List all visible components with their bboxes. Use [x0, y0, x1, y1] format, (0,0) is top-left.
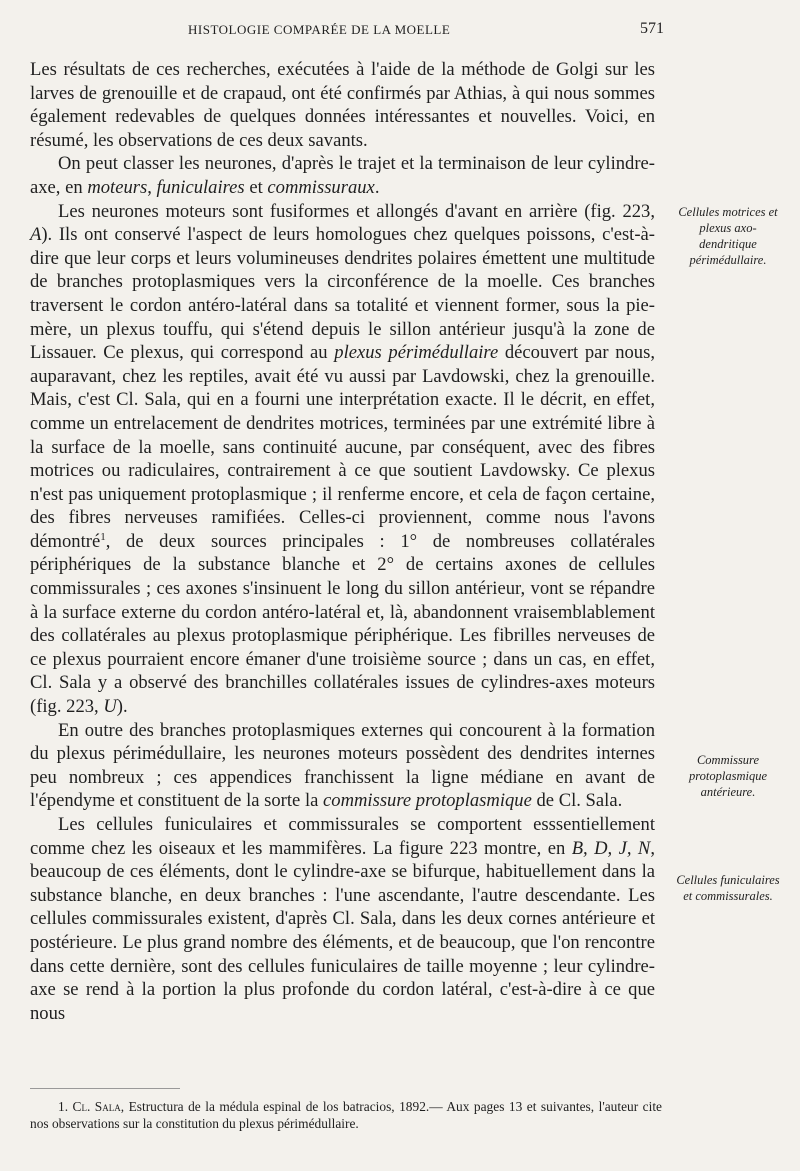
page-header: [0, 18, 800, 44]
paragraph-4: En outre des branches protoplasmiques externes qui concourent à la formation du plexus périmédullaire, les neurones moteurs possèdent des dendrites internes peu nombreux ; ces appendices franchissent la ligne médiane en avant de l'épendyme et constituent de la sorte la commissure protoplasmique de Cl. Sala.: [30, 719, 655, 812]
main-text: [30, 58, 655, 1025]
term-plexus-perimedullaire: plexus périmédullaire: [334, 342, 499, 364]
term-commissuraux: commissuraux: [267, 176, 375, 198]
margin-note-cellules-motrices: Cellules motrices et plexus axo-dendritique périmédullaire.: [678, 205, 778, 267]
footnote-ref: 1: [100, 530, 106, 543]
paragraph-2: On peut classer les neurones, d'après le trajet et la terminaison de leur cylindre-axe, en moteurs, funiculaires et commissuraux.: [30, 153, 655, 198]
footnote: 1. Cl. Sala, Estructura de la médula espinal de los batracios, 1892.— Aux pages 13 et suivantes, l'auteur cite nos observations sur la constitution du plexus périmédullaire.: [30, 1099, 663, 1131]
footnote-author: Cl. Sala: [72, 1099, 121, 1114]
margin-note-cellules-funiculaires: Cellules funiculaires et commissurales.: [676, 873, 780, 903]
margin-note-commissure: Commissure protoplasmique antérieure.: [688, 753, 767, 799]
footnote-rule: [30, 1088, 180, 1089]
paragraph-5: Les cellules funiculaires et commissurales se comportent esssentiellement comme chez les oiseaux et les mammifères. La figure 223 montre, en B, D, J, N, beaucoup de ces éléments, dont le cylindre-axe se bifurque, habituellement dans la substance blanche, en deux branches : l'une ascendante, l'autre descendante. Les cellules commissurales existent, d'après Cl. Sala, dans les deux cornes antérieure et postérieure. Le plus grand nombre des éléments, et de beaucoup, que l'on rencontre dans cette dernière, sont des cellules funiculaires de taille moyenne ; leur cylindre-axe se rend à la portion la plus profonde du cordon latéral, c'est-à-dire à ce que nous: [30, 814, 655, 1024]
page-number: 571: [640, 20, 664, 37]
term-moteurs: moteurs: [87, 176, 148, 198]
term-commissure-protoplasmique: commissure protoplasmique: [323, 790, 532, 812]
term-funiculaires: funiculaires: [156, 176, 245, 198]
running-title: HISTOLOGIE COMPARÉE DE LA MOELLE: [188, 22, 451, 37]
paragraph-3: Les neurones moteurs sont fusiformes et allongés d'avant en arrière (fig. 223, A). Ils ont conservé l'aspect de leurs homologues chez quelques poissons, c'est-à-dire que leur corps et leurs volumineuses dendrites polaires émettent une multitude de branches protoplasmiques vers la circonférence de la moelle. Ces branches traversent le cordon antéro-latéral dans sa totalité et viennent former, sous la pie-mère, un plexus touffu, qui s'étend depuis le sillon antérieur jusqu'à la zone de Lissauer. Ce plexus, qui correspond au plexus périmédullaire découvert par nous, auparavant, chez les reptiles, avait été vu aussi par Lavdowski, chez la grenouille. Mais, c'est Cl. Sala, qui en a fourni une interprétation exacte. Il le décrit, en effet, comme un entrelacement de dendrites motrices, terminées par une extrémité libre à la surface de la moelle, sans continuité aucune, par conséquent, avec des fibres motrices ou radiculaires, contrairement à ce que soutient Lavdowsky. Ce plexus n'est pas uniquement protoplasmique ; il renferme encore, et cela de façon certaine, des fibres nerveuses ramifiées. Celles-ci proviennent, comme nous l'avons démontré$^1$, de deux sources principales : 1° de nombreuses collatérales périphériques de la substance blanche et 2° de certains axones de cellules commissurales ; ces axones s'insinuent le long du sillon antérieur, vont se répandre à la surface externe du cordon antéro-latéral et, là, abandonnent vraisemblablement des collatérales au plexus protoplasmique périphérique. Les fibrilles nerveuses de ce plexus pourraient encore émaner d'une troisième source ; dans un cas, en effet, Cl. Sala y a observé des branchilles collatérales issues de cylindres-axes moteurs (fig. 223, U).: [30, 200, 655, 718]
paragraph-1: Les résultats de ces recherches, exécutées à l'aide de la méthode de Golgi sur les larves de grenouille et de crapaud, ont été confirmés par Athias, à qui nous sommes également redevables de quelques données intéressantes et nouvelles. Voici, en résumé, les observations de ces deux savants.: [30, 59, 655, 151]
